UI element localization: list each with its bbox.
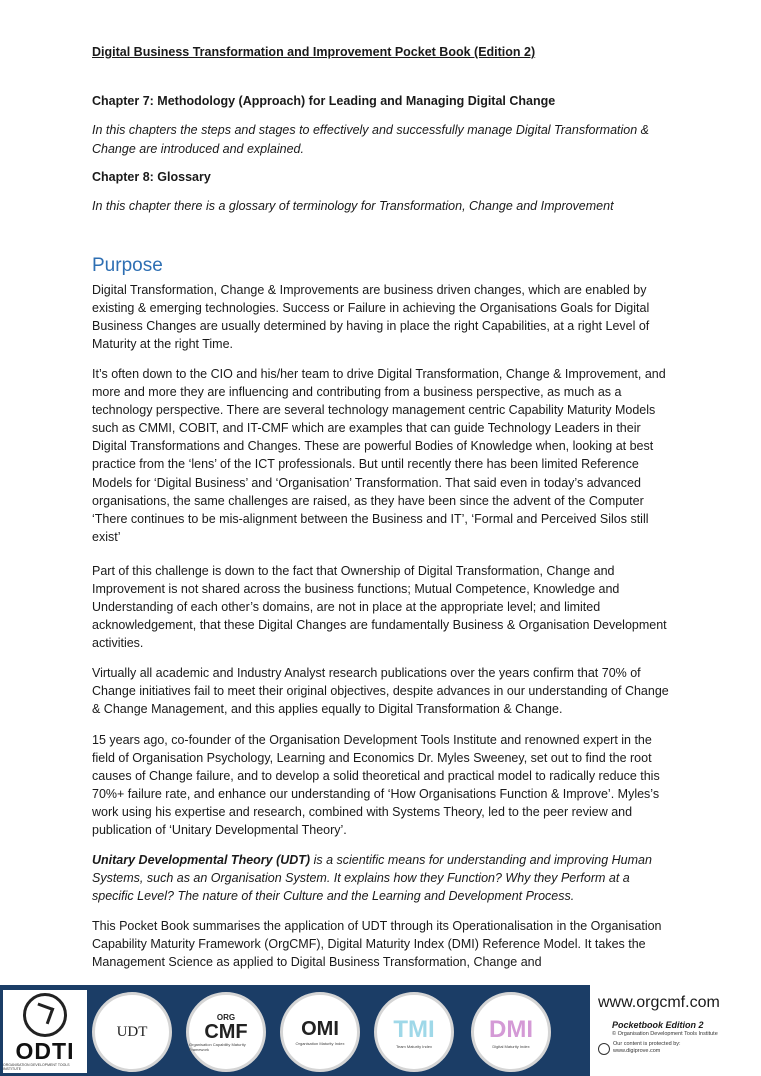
paragraph-3: Part of this challenge is down to the fact that Ownership of Digital Transformation, Change and Improvement is not shared across the business functions; Mutual Competence, Knowledge and Understanding of each other’s domains, are not in place at the appropriate level; and limited acknowledgement, that these Digital Changes are fundamentally Business & Organisation Development activities. — [92, 564, 667, 651]
dmi-logo-text: DMI — [489, 1015, 533, 1043]
omi-logo-subtitle: Organisation Maturity Index — [295, 1041, 345, 1046]
chapter-8-title: Chapter 8: Glossary — [92, 170, 211, 184]
odti-logo-text: ODTI — [15, 1037, 75, 1064]
paragraph-7: This Pocket Book summarises the application of UDT through its Operationalisation in the Organisation Capability Maturity Framework (OrgCMF), Digital Maturity Index (DMI) Reference Model. It takes the Management Science as applied to Digital Business Transformation, Change and — [92, 919, 662, 970]
document-header: Digital Business Transformation and Improvement Pocket Book (Edition 2) — [92, 45, 536, 59]
orgcmf-logo — [186, 992, 266, 1072]
orgcmf-logo-text: CMF — [204, 1020, 248, 1043]
omi-logo-text: OMI — [301, 1018, 339, 1040]
protection-notice — [613, 1041, 681, 1055]
odti-logo — [3, 990, 87, 1073]
edition-label: Pocketbook Edition 2 — [612, 1020, 704, 1030]
protection-line-2[interactable]: www.digiprove.com — [613, 1048, 661, 1054]
omi-logo — [280, 992, 360, 1072]
purpose-heading: Purpose — [92, 255, 163, 276]
udt-paragraph — [92, 851, 672, 905]
udt-lead: Unitary Developmental Theory (UDT) — [92, 853, 311, 867]
orgcmf-logo-subtitle: Organisation Capability Maturity Framework — [189, 1041, 246, 1052]
tmi-logo — [374, 992, 454, 1072]
chapter-7-title: Chapter 7: Methodology (Approach) for Leading and Managing Digital Change — [92, 94, 556, 108]
odti-logo-subtitle: ORGANISATION DEVELOPMENT TOOLS INSTITUTE — [3, 1062, 70, 1071]
tmi-logo-text: TMI — [393, 1015, 435, 1043]
dmi-logo-subtitle: Digital Maturity Index — [492, 1043, 530, 1049]
tmi-logo-subtitle: Team Maturity Index — [395, 1043, 432, 1049]
protection-line-1: Our content is protected by: — [613, 1041, 681, 1047]
orgcmf-logo-top: ORG — [216, 1012, 236, 1022]
chapter-8-description: In this chapter there is a glossary of terminology for Transformation, Change and Improvement — [92, 199, 614, 213]
paragraph-2: It’s often down to the CIO and his/her team to drive Digital Transformation, Change & Improvement, and more and more they are influencing and contributing from a business perspective, as much as a technology perspective. There are several technology management centric Capability Maturity Models such as CMMI, COBIT, and IT-CMF which are examples that can guide Technology Leaders in their Digital Transformations and Changes. These are powerful Bodies of Knowledge when, looking at best practice from the ‘lens’ of the ICT professionals. But until recently there has been limited Reference Models for ‘Digital Business’ and ‘Organisation’ Transformation. That said even in today’s advanced organisations, the same challenges are raised, as they have been since the advent of the Computer ‘There continues to be mis-alignment between the Business and IT’, ‘Formal and Perceived Silos still exist’ — [92, 367, 666, 544]
chapter-7-description: In this chapters the steps and stages to effectively and successfully manage Digital Transformation & Change are introduced and explained. — [92, 123, 649, 156]
website-link[interactable]: www.orgcmf.com — [598, 994, 720, 1011]
udt-rest: is a scientific means for understanding and improving Human Systems, such as an Organisation System. It explains how they Function? Why they Perform at a specific Level? The nature of their Culture and the Learning and Development Process. — [92, 853, 652, 904]
paragraph-5: 15 years ago, co-founder of the Organisation Development Tools Institute and renowned expert in the field of Organisation Psychology, Learning and Economics Dr. Myles Sweeney, set out to find the root causes of Change failure, and to develop a solid theoretical and practical model to radically reduce this 70%+ failure rate, and enhance our understanding of ‘How Organisations Function & Improve’. Myles’s work using his expertise and research, combined with Systems Theory, led to the peer review and publication of ‘Unitary Developmental Theory’. — [92, 733, 660, 838]
odti-gauge-icon — [23, 993, 67, 1037]
copyright-notice: © Organisation Development Tools Institute — [612, 1031, 718, 1037]
paragraph-1: Digital Transformation, Change & Improvements are business driven changes, which are enabled by existing & emerging technologies. Success or Failure in achieving the Organisations Goals for Digital Business Changes are usually determined by having in place the right Capabilities, at a right Level of Maturity at the right Time. — [92, 283, 650, 352]
udt-logo-text: UDT — [116, 1023, 148, 1040]
digiprove-icon — [598, 1043, 610, 1055]
paragraph-4: Virtually all academic and Industry Analyst research publications over the years confirm that 70% of Change initiatives fail to meet their original objectives, despite advances in our understanding of Change & Change Management, and this applies equally to Digital Transformation & Change. — [92, 666, 669, 717]
dmi-logo — [471, 992, 551, 1072]
udt-logo — [92, 992, 172, 1072]
